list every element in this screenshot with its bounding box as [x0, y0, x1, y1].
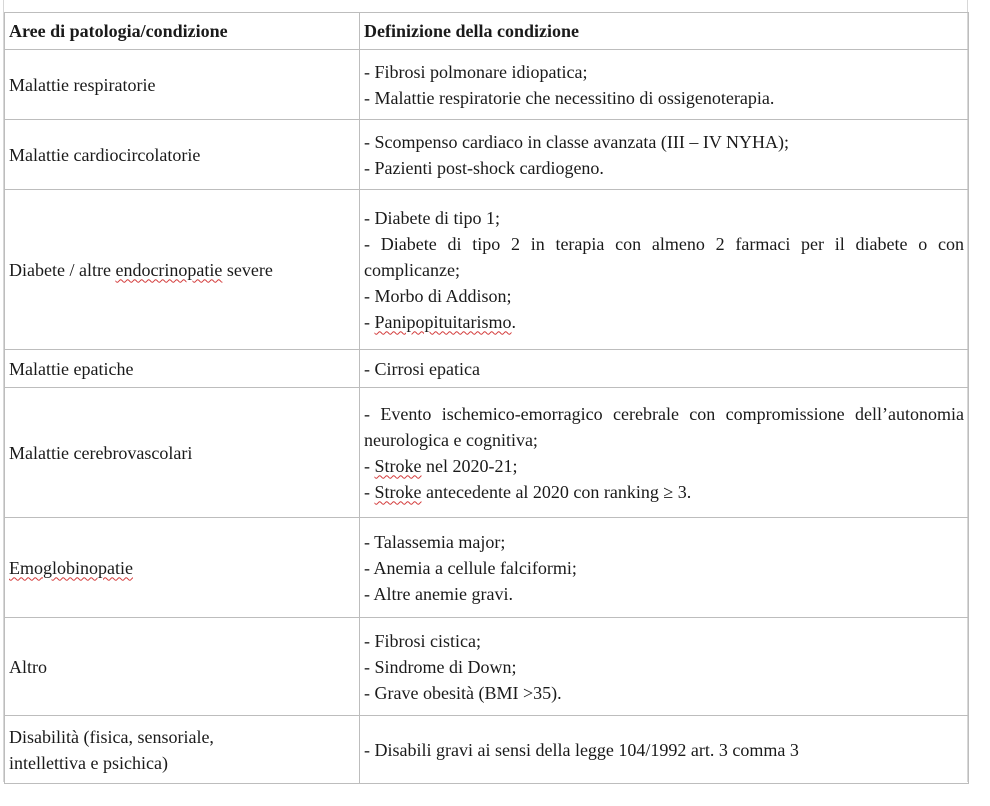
- area-cell: Altro: [5, 618, 360, 716]
- conditions-table: [4, 12, 969, 784]
- area-text: severe: [222, 259, 273, 280]
- area-cell: Malattie cardiocircolatorie: [5, 120, 360, 190]
- definition-line: - Diabete di tipo 1;: [364, 207, 500, 228]
- definition-line: - Cirrosi epatica: [364, 358, 480, 379]
- table-row: [5, 50, 969, 120]
- table-row: [5, 518, 969, 618]
- definition-text: -: [364, 481, 375, 502]
- definition-cell: [360, 618, 969, 716]
- definition-text: -: [364, 311, 375, 332]
- table-row: [5, 618, 969, 716]
- area-cell: Malattie epatiche: [5, 350, 360, 388]
- area-text: Diabete / altre: [9, 259, 116, 280]
- header-area: Aree di patologia/condizione: [5, 13, 360, 50]
- definition-text: .: [511, 311, 516, 332]
- definition-line: [364, 453, 964, 479]
- definition-line: - Fibrosi polmonare idiopatica;: [364, 61, 588, 82]
- area-line: intellettiva e psichica): [9, 752, 168, 773]
- spellcheck-word: Emoglobinopatie: [9, 557, 133, 578]
- definition-line: - Fibrosi cistica;: [364, 630, 481, 651]
- definition-line: - Sindrome di Down;: [364, 656, 517, 677]
- definition-line: [364, 479, 964, 505]
- table-header-row: [5, 13, 969, 50]
- definition-line: - Pazienti post-shock cardiogeno.: [364, 157, 604, 178]
- definition-line: [364, 309, 964, 335]
- definition-cell: [360, 716, 969, 784]
- definition-cell: [360, 50, 969, 120]
- definition-cell: [360, 120, 969, 190]
- table-row: [5, 190, 969, 350]
- definition-line: - Anemia a cellule falciformi;: [364, 557, 577, 578]
- header-definition: Definizione della condizione: [360, 13, 969, 50]
- spellcheck-word: Stroke: [374, 455, 422, 476]
- definition-text: antecedente al 2020 con ranking ≥ 3.: [421, 481, 692, 502]
- table-row: [5, 716, 969, 784]
- definition-line: - Disabili gravi ai sensi della legge 104/1992 art. 3 comma 3: [364, 739, 799, 760]
- area-cell: Malattie cerebrovascolari: [5, 388, 360, 518]
- spellcheck-word: Panipopituitarismo: [374, 311, 512, 332]
- definition-line: - Malattie respiratorie che necessitino di ossigenoterapia.: [364, 87, 775, 108]
- area-cell: [5, 716, 360, 784]
- definition-line: - Altre anemie gravi.: [364, 583, 513, 604]
- definition-line: - Scompenso cardiaco in classe avanzata (III – IV NYHA);: [364, 131, 790, 152]
- table-row: [5, 350, 969, 388]
- area-cell: Malattie respiratorie: [5, 50, 360, 120]
- table-row: [5, 120, 969, 190]
- definition-text: -: [364, 455, 375, 476]
- area-cell: [5, 190, 360, 350]
- table-row: [5, 388, 969, 518]
- spellcheck-word: endocrinopatie: [115, 259, 223, 280]
- definition-line: - Diabete di tipo 2 in terapia con almeno 2 farmaci per il diabete o con complicanze;: [364, 233, 964, 280]
- definition-cell: [360, 350, 969, 388]
- definition-cell: [360, 190, 969, 350]
- definition-line: - Talassemia major;: [364, 531, 506, 552]
- definition-line: - Morbo di Addison;: [364, 285, 512, 306]
- spellcheck-word: Stroke: [374, 481, 422, 502]
- area-cell: [5, 518, 360, 618]
- area-line: Disabilità (fisica, sensoriale,: [9, 726, 214, 747]
- conditions-table-wrapper: [4, 12, 968, 784]
- definition-text: nel 2020-21;: [421, 455, 518, 476]
- definition-cell: [360, 518, 969, 618]
- definition-line: - Evento ischemico-emorragico cerebrale con compromissione dell’autonomia neurologica e cognitiva;: [364, 403, 964, 450]
- definition-line: - Grave obesità (BMI >35).: [364, 682, 562, 703]
- definition-cell: [360, 388, 969, 518]
